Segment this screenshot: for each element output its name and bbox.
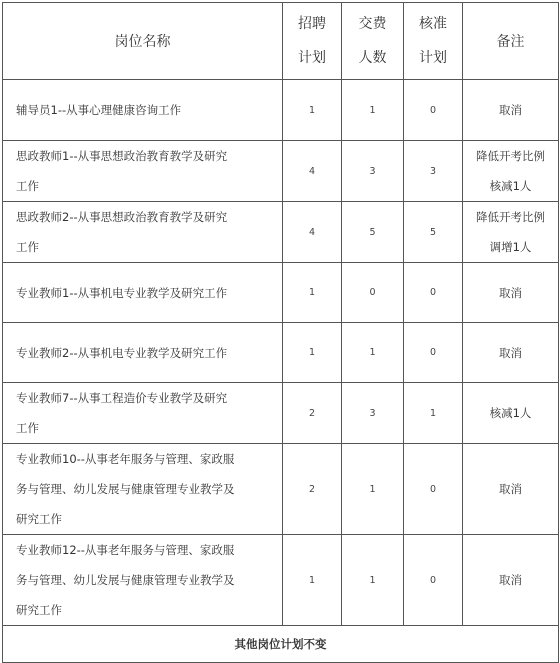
remark-line: 取消 bbox=[499, 345, 522, 360]
approved-cell: 0 bbox=[404, 323, 463, 383]
position-cell bbox=[3, 323, 283, 383]
header-approved-line-1: 核准 bbox=[419, 16, 447, 32]
recruit-cell: 1 bbox=[283, 263, 342, 323]
position-line: 专业教师2--从事机电专业教学及研究工作 bbox=[16, 345, 228, 360]
paid-cell: 1 bbox=[342, 535, 404, 626]
recruit-cell: 1 bbox=[283, 535, 342, 626]
table-row bbox=[3, 444, 559, 535]
approved-cell: 3 bbox=[404, 141, 463, 202]
position-cell bbox=[3, 383, 283, 444]
header-paid-line-2: 人数 bbox=[358, 50, 387, 66]
remark-cell bbox=[463, 141, 559, 202]
remark-line: 调增1人 bbox=[489, 240, 532, 254]
position-line: 工作 bbox=[16, 421, 39, 435]
position-line: 专业教师1--从事机电专业教学及研究工作 bbox=[16, 285, 228, 300]
position-line: 专业教师7--从事工程造价专业教学及研究 bbox=[16, 391, 228, 405]
remark-cell bbox=[463, 263, 559, 323]
position-line: 专业教师12--从事老年服务与管理、家政服 bbox=[16, 543, 235, 557]
remark-line: 降低开考比例 bbox=[476, 149, 545, 163]
remark-cell bbox=[463, 202, 559, 263]
table-row bbox=[3, 383, 559, 444]
recruitment-adjustment-table bbox=[2, 2, 559, 663]
header-row bbox=[3, 3, 559, 80]
header-recruit-line-2: 计划 bbox=[298, 50, 326, 66]
remark-line: 核减1人 bbox=[489, 406, 532, 420]
position-cell bbox=[3, 80, 283, 141]
approved-cell: 5 bbox=[404, 202, 463, 263]
position-cell bbox=[3, 444, 283, 535]
paid-cell: 0 bbox=[342, 263, 404, 323]
remark-line: 取消 bbox=[499, 573, 522, 587]
recruit-cell: 1 bbox=[283, 80, 342, 141]
header-approved-plan bbox=[404, 3, 463, 80]
remark-line: 取消 bbox=[499, 103, 522, 117]
footer-row bbox=[3, 626, 559, 663]
remark-cell bbox=[463, 535, 559, 626]
paid-cell: 3 bbox=[342, 383, 404, 444]
position-line: 工作 bbox=[16, 240, 39, 254]
header-recruit-plan bbox=[283, 3, 342, 80]
position-line: 思政教师2--从事思想政治教育教学及研究 bbox=[16, 210, 228, 224]
remark-line: 降低开考比例 bbox=[476, 210, 545, 224]
paid-cell: 1 bbox=[342, 444, 404, 535]
table-row bbox=[3, 80, 559, 141]
header-recruit-line-1: 招聘 bbox=[298, 16, 326, 32]
position-line: 研究工作 bbox=[16, 512, 62, 526]
header-approved-line-2: 计划 bbox=[419, 50, 447, 66]
position-cell bbox=[3, 141, 283, 202]
recruit-cell: 2 bbox=[283, 383, 342, 444]
position-line: 工作 bbox=[16, 179, 39, 193]
remark-cell bbox=[463, 444, 559, 535]
remark-line: 取消 bbox=[499, 482, 522, 496]
position-line: 研究工作 bbox=[16, 603, 62, 617]
remark-cell bbox=[463, 383, 559, 444]
approved-cell: 0 bbox=[404, 535, 463, 626]
position-line: 思政教师1--从事思想政治教育教学及研究 bbox=[16, 149, 228, 163]
position-cell bbox=[3, 202, 283, 263]
recruit-cell: 4 bbox=[283, 141, 342, 202]
remark-line: 核减1人 bbox=[489, 179, 532, 193]
footer-note: 其他岗位计划不变 bbox=[3, 626, 559, 663]
recruit-cell: 4 bbox=[283, 202, 342, 263]
table-row bbox=[3, 263, 559, 323]
remark-cell bbox=[463, 80, 559, 141]
header-paid-count bbox=[342, 3, 404, 80]
position-cell bbox=[3, 535, 283, 626]
table-row bbox=[3, 202, 559, 263]
approved-cell: 0 bbox=[404, 80, 463, 141]
position-line: 务与管理、幼儿发展与健康管理专业教学及 bbox=[16, 482, 235, 496]
paid-cell: 1 bbox=[342, 323, 404, 383]
position-line: 专业教师10--从事老年服务与管理、家政服 bbox=[16, 452, 235, 466]
table-row bbox=[3, 535, 559, 626]
approved-cell: 0 bbox=[404, 263, 463, 323]
header-remarks: 备注 bbox=[463, 3, 559, 80]
table-row bbox=[3, 141, 559, 202]
remark-cell bbox=[463, 323, 559, 383]
position-cell bbox=[3, 263, 283, 323]
approved-cell: 1 bbox=[404, 383, 463, 444]
paid-cell: 3 bbox=[342, 141, 404, 202]
paid-cell: 5 bbox=[342, 202, 404, 263]
recruit-cell: 2 bbox=[283, 444, 342, 535]
header-position-name: 岗位名称 bbox=[3, 3, 283, 80]
position-line: 务与管理、幼儿发展与健康管理专业教学及 bbox=[16, 573, 235, 587]
table-row bbox=[3, 323, 559, 383]
paid-cell: 1 bbox=[342, 80, 404, 141]
header-paid-line-1: 交费 bbox=[358, 16, 387, 32]
remark-line: 取消 bbox=[499, 285, 522, 300]
position-line: 辅导员1--从事心理健康咨询工作 bbox=[16, 103, 182, 117]
approved-cell: 0 bbox=[404, 444, 463, 535]
recruit-cell: 1 bbox=[283, 323, 342, 383]
